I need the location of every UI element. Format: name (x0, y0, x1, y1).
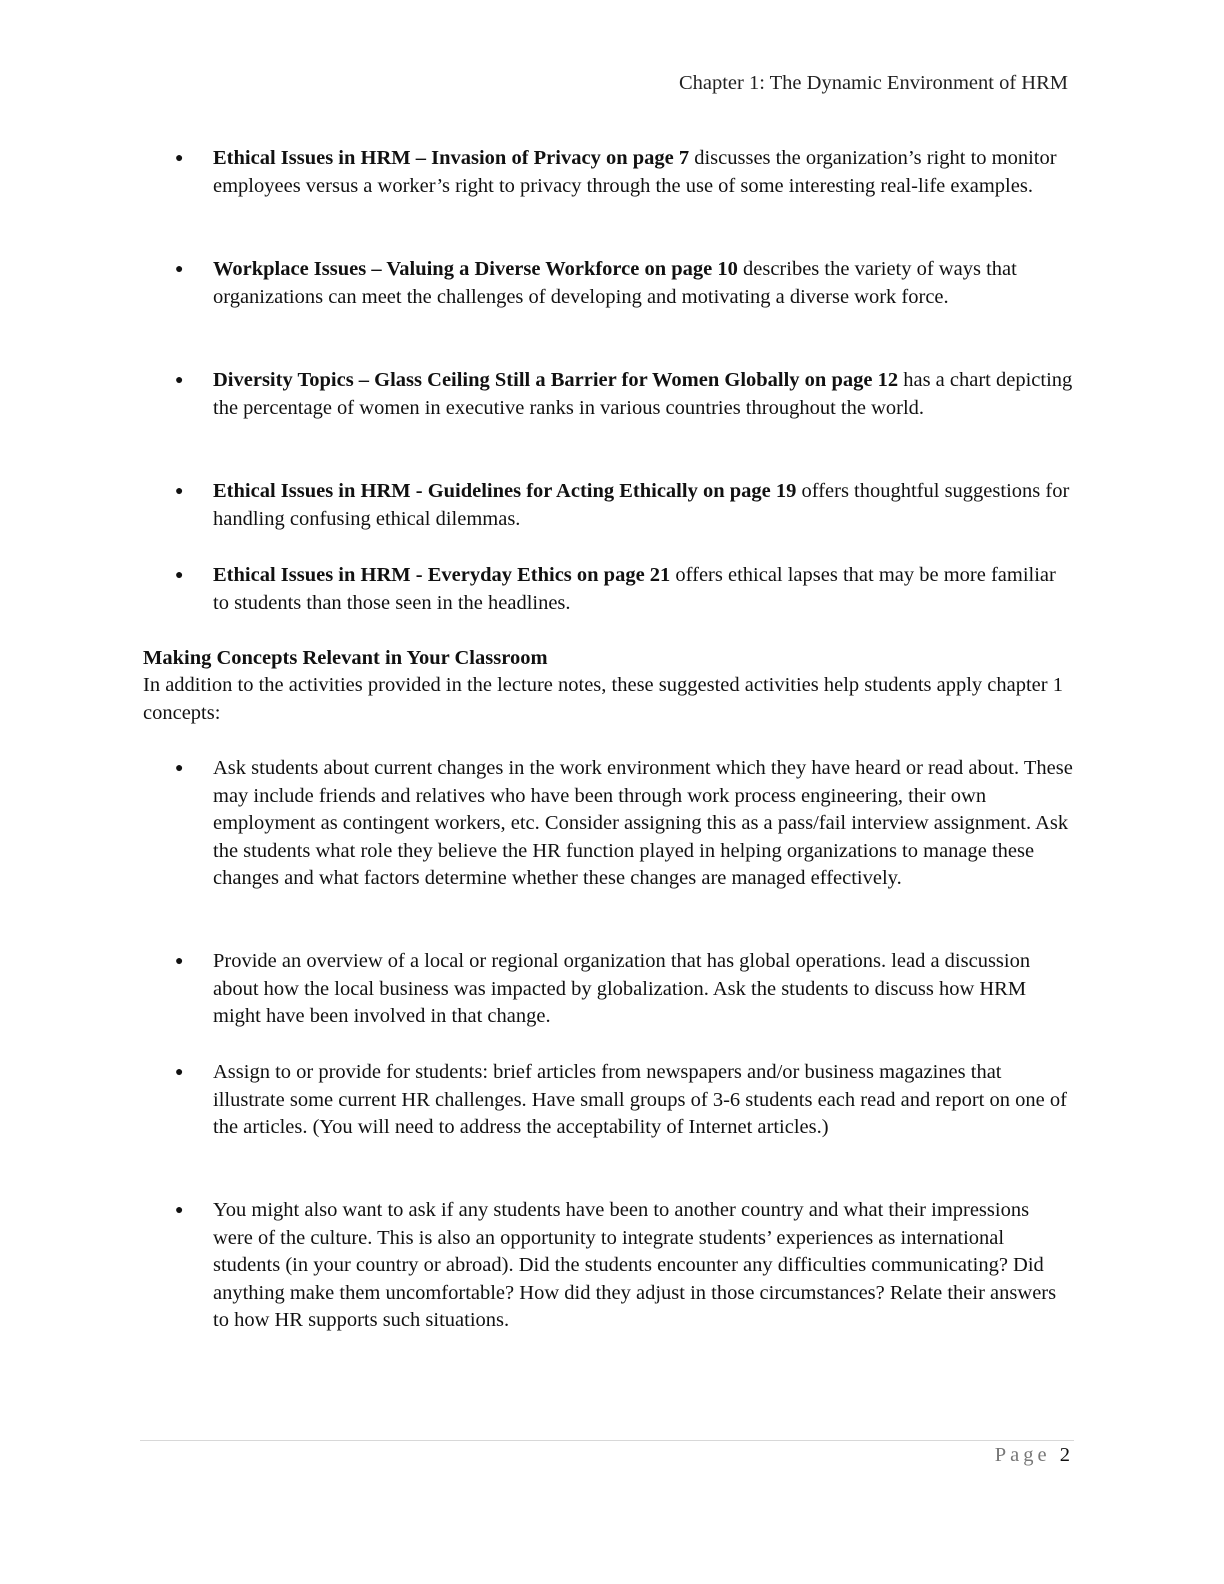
activity-item (175, 1059, 1073, 1142)
bullet-dot-icon: ● (175, 761, 184, 776)
section-heading: Making Concepts Relevant in Your Classroom (143, 647, 548, 669)
feature-title: Diversity Topics – Glass Ceiling Still a Barrier for Women Globally on page 12 (213, 369, 899, 391)
activity-text: You might also want to ask if any students have been to another country and what their impressions were of the culture. This is also an opportunity to integrate students’ experiences as international students (in your country or abroad). Did the students encounter any difficulties communicating? Did anything make them uncomfortable? How did they adjust in those circumstances? Relate their answers to how HR supports such situations. (213, 1199, 1057, 1331)
feature-description: has a chart depicting the percentage of women in executive ranks in various countries throughout the world. (213, 369, 1073, 419)
activity-text: Assign to or provide for students: brief articles from newspapers and/or business magazines that illustrate some current HR challenges. Have small groups of 3-6 students each read and report on one of the articles. (You will need to address the acceptability of Internet articles.) (213, 1061, 1067, 1138)
feature-title: Ethical Issues in HRM - Everyday Ethics on page 21 (213, 564, 671, 586)
feature-description: discusses the organization’s right to monitor employees versus a worker’s right to privacy through the use of some interesting real-life examples. (213, 147, 1057, 197)
section-intro: In addition to the activities provided in the lecture notes, these suggested activities help students apply chapter 1 concepts: (143, 674, 1063, 724)
feature-title: Ethical Issues in HRM – Invasion of Privacy on page 7 (213, 147, 690, 169)
feature-title: Workplace Issues – Valuing a Diverse Workforce on page 10 (213, 258, 738, 280)
bullet-dot-icon: ● (175, 568, 184, 583)
activity-text: Ask students about current changes in the work environment which they have heard or read about. These may include friends and relatives who have been through work process engineering, their own employment as contingent workers, etc. Consider assigning this as a pass/fail interview assignment. Ask the students what role they believe the HR function played in helping organizations to manage these changes and what factors determine whether these changes are managed effectively. (213, 757, 1073, 889)
bullet-dot-icon: ● (175, 373, 184, 388)
bullet-dot-icon: ● (175, 954, 184, 969)
bullet-dot-icon: ● (175, 1203, 184, 1218)
feature-description: offers ethical lapses that may be more familiar to students than those seen in the headlines. (213, 564, 1056, 614)
feature-item (175, 562, 1073, 617)
page-label: Page (994, 1444, 1051, 1466)
bullet-dot-icon: ● (175, 151, 184, 166)
feature-item (175, 256, 1073, 311)
activity-item (175, 1197, 1073, 1335)
activity-item (175, 755, 1073, 893)
feature-item (175, 145, 1073, 200)
page-number (995, 1444, 1070, 1467)
feature-item (175, 478, 1073, 533)
activity-text: Provide an overview of a local or regional organization that has global operations. lead a discussion about how the local business was impacted by globalization. Ask the students to discuss how HRM might have been involved in that change. (213, 950, 1031, 1027)
feature-description: describes the variety of ways that organizations can meet the challenges of developing and motivating a diverse work force. (213, 258, 1017, 308)
bullet-dot-icon: ● (175, 262, 184, 277)
running-header-title: Chapter 1: The Dynamic Environment of HRM (678, 72, 1068, 94)
page-number-value: 2 (1059, 1444, 1070, 1466)
bullet-dot-icon: ● (175, 484, 184, 499)
bullet-dot-icon: ● (175, 1065, 184, 1080)
activity-item (175, 948, 1073, 1031)
footer-divider (140, 1440, 1074, 1441)
feature-title: Ethical Issues in HRM - Guidelines for Acting Ethically on page 19 (213, 480, 797, 502)
feature-description: offers thoughtful suggestions for handling confusing ethical dilemmas. (213, 480, 1070, 530)
feature-item (175, 367, 1073, 422)
